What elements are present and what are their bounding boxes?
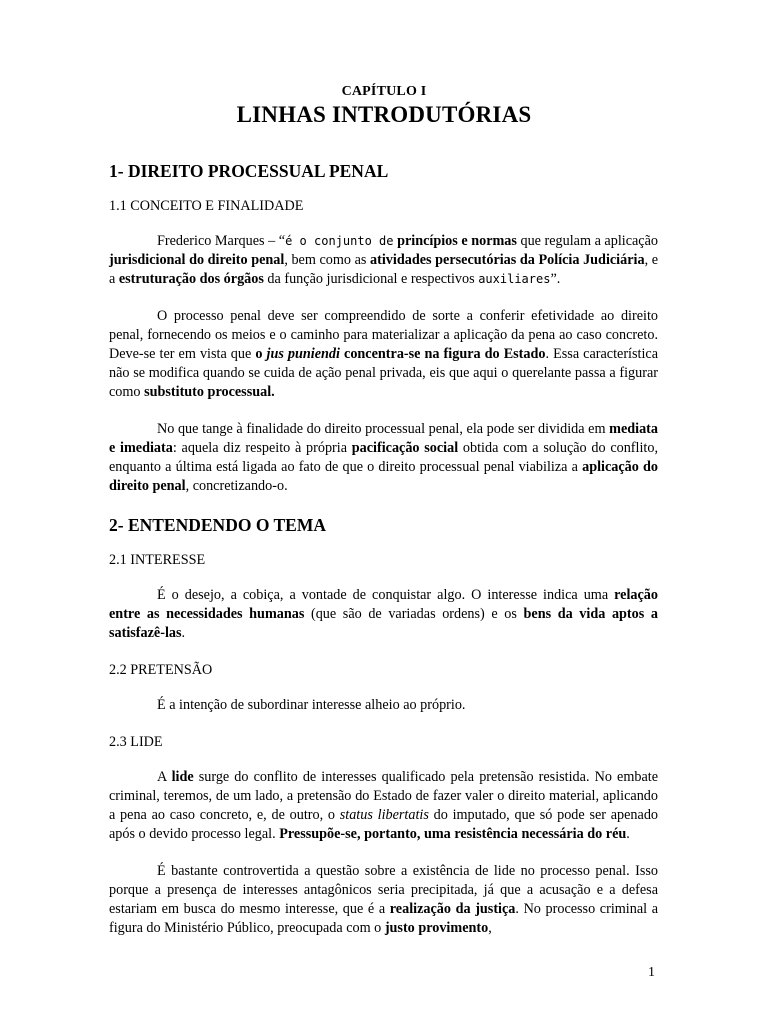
page-number: 1 bbox=[648, 965, 655, 980]
subsection-heading-1-1: 1.1 CONCEITO E FINALIDADE bbox=[109, 198, 304, 214]
section-heading-2: 2- ENTENDENDO O TEMA bbox=[109, 515, 326, 535]
paragraph-interest: É o desejo, a cobiça, a vontade de conquistar algo. O interesse indica uma relação entre as necessidades humanas (que são de variadas ordens) e os bens da vida aptos a satisfazê-las. bbox=[109, 587, 658, 641]
paragraph-pretension: É a intenção de subordinar interesse alheio ao próprio. bbox=[157, 697, 466, 713]
subsection-heading-2-1: 2.1 INTERESSE bbox=[109, 552, 206, 568]
paragraph-finality: No que tange à finalidade do direito processual penal, ela pode ser dividida em mediata e imediata: aquela diz respeito à própria pacificação social obtida com a solução do conflito, enquanto a última está ligada ao fato de que o direito processual penal viabiliza a aplicação do direito penal, concretizando-o. bbox=[109, 421, 658, 494]
paragraph-lide: A lide surge do conflito de interesses qualificado pela pretensão resistida. No embate criminal, teremos, de um lado, a pretensão do Estado de fazer valer o direito material, aplicando a pena ao caso concreto, e, de outro, o status libertatis do imputado, que só pode ser apenado após o devido processo legal. Pressupõe-se, portanto, uma resistência necessária do réu. bbox=[109, 769, 659, 842]
subsection-heading-2-3: 2.3 LIDE bbox=[109, 734, 163, 750]
section-heading-1: 1- DIREITO PROCESSUAL PENAL bbox=[109, 161, 389, 181]
document-body bbox=[109, 160, 658, 956]
chapter-title: LINHAS INTRODUTÓRIAS bbox=[236, 102, 532, 127]
subsection-heading-2-2: 2.2 PRETENSÃO bbox=[109, 662, 213, 678]
chapter-label: CAPÍTULO I bbox=[341, 84, 427, 99]
paragraph-definition: Frederico Marques – “é o conjunto de princípios e normas que regulam a aplicação jurisdicional do direito penal, bem como as atividades persecutórias da Polícia Judiciária, e a estruturação dos órgãos da função jurisdicional e respectivos auxiliares”. bbox=[109, 233, 659, 287]
paragraph-effectiveness: O processo penal deve ser compreendido de sorte a conferir efetividade ao direito penal, fornecendo os meios e o caminho para materializar a aplicação da pena ao caso concreto. Deve-se ter em vista que o jus puniendi concentra-se na figura do Estado. Essa característica não se modifica quando se cuida de ação penal privada, eis que aqui o querelante passa a figurar como substituto processual. bbox=[109, 308, 658, 400]
paragraph-controversy: É bastante controvertida a questão sobre a existência de lide no processo penal. Isso porque a presença de interesses antagônicos seria precipitada, já que a acusação e a defesa estariam em busca do mesmo interesse, que é a realização da justiça. No processo criminal a figura do Ministério Público, preocupada com o justo provimento, bbox=[109, 863, 658, 936]
